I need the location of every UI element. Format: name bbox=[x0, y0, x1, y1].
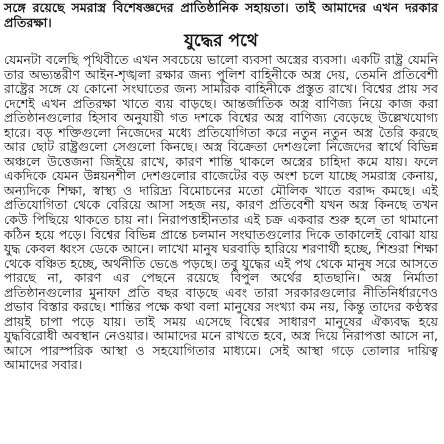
lead-paragraph: সঙ্গে রয়েছে সমরাস্ত্র বিশেষজ্ঞদের প্রাতিষ্ঠানিক সহায়তা। তাই আমাদের এখন দরকার প্রতিরক্ষা। bbox=[4, 0, 438, 30]
article-body: যেমনটা বলেছি পৃথিবীতে এখন সবচেয়ে ভালো ব্যবসা অস্ত্রের ব্যবসা। একটি রাষ্ট্র যেমনি তার অভ্যন্তরীণ আইন-শৃঙ্খলা রক্ষার জন্য পুলিশ বাহিনীকে অস্ত্র দেয়, তেমনি প্রতিবেশী রাষ্ট্রের সঙ্গে যে কোনো সংঘাতের জন্য সামরিক বাহিনীকে প্রস্তুত রাখে। বিশ্বের প্রায় সব দেশেই এখন প্রতিরক্ষা খাতে ব্যয় বাড়ছে। আন্তর্জাতিক অস্ত্র বাণিজ্য নিয়ে কাজ করা প্রতিষ্ঠানগুলোর হিসাব অনুযায়ী গত দশকে বিশ্বের অস্ত্র বাণিজ্য বেড়েছে উল্লেখযোগ্য হারে। বড় শক্তিগুলো নিজেদের মধ্যে প্রতিযোগিতা করে নতুন নতুন অস্ত্র তৈরি করছে আর ছোট রাষ্ট্রগুলো সেগুলো কিনছে। অস্ত্র বিক্রেতা দেশগুলো নিজেদের স্বার্থে বিভিন্ন অঞ্চলে উত্তেজনা জিইয়ে রাখে, কারণ শান্তি থাকলে অস্ত্রের চাহিদা কমে যায়। ফলে একদিকে যেমন উন্নয়নশীল দেশগুলোর বাজেটের বড় অংশ চলে যাচ্ছে সমরাস্ত্র কেনায়, অন্যদিকে শিক্ষা, স্বাস্থ্য ও দারিদ্র্য বিমোচনের মতো মৌলিক খাতে বরাদ্দ কমছে। এই প্রতিযোগিতা থেকে বেরিয়ে আসা সহজ নয়, কারণ প্রতিবেশী যখন অস্ত্র কিনছে তখন কেউ পিছিয়ে থাকতে চায় না। নিরাপত্তাহীনতার এই চক্র একবার শুরু হলে তা থামানো কঠিন হয়ে পড়ে। বিশ্বের বিভিন্ন প্রান্তে চলমান সংঘাতগুলোর দিকে তাকালেই বোঝা যায় যুদ্ধ কেবল ধ্বংস ডেকে আনে। লাখো মানুষ ঘরবাড়ি হারিয়ে শরণার্থী হচ্ছে, শিশুরা শিক্ষা থেকে বঞ্চিত হচ্ছে, অর্থনীতি ভেঙে পড়ছে। তবু যুদ্ধের এই পথ থেকে মানুষ সরে আসতে পারছে না, কারণ এর পেছনে রয়েছে বিপুল অর্থের হাতছানি। অস্ত্র নির্মাতা প্রতিষ্ঠানগুলোর মুনাফা প্রতি বছর বাড়ছে এবং তারা সরকারগুলোর নীতিনির্ধারণেও প্রভাব বিস্তার করছে। শান্তির পক্ষে কথা বলা মানুষের সংখ্যা কম নয়, কিন্তু তাদের কণ্ঠস্বর প্রায়ই চাপা পড়ে যায়। তাই সময় এসেছে বিশ্বের সাধারণ মানুষের ঐক্যবদ্ধ হয়ে যুদ্ধবিরোধী অবস্থান নেওয়ার। আমাদের মনে রাখতে হবে, অস্ত্র দিয়ে নিরাপত্তা আসে না, আসে পারস্পরিক আস্থা ও সহযোগিতার মাধ্যমে। সেই আস্থা গড়ে তোলার দায়িত্ব আমাদের সবার। bbox=[4, 52, 438, 373]
article-headline: যুদ্ধের পথে bbox=[184, 31, 258, 51]
